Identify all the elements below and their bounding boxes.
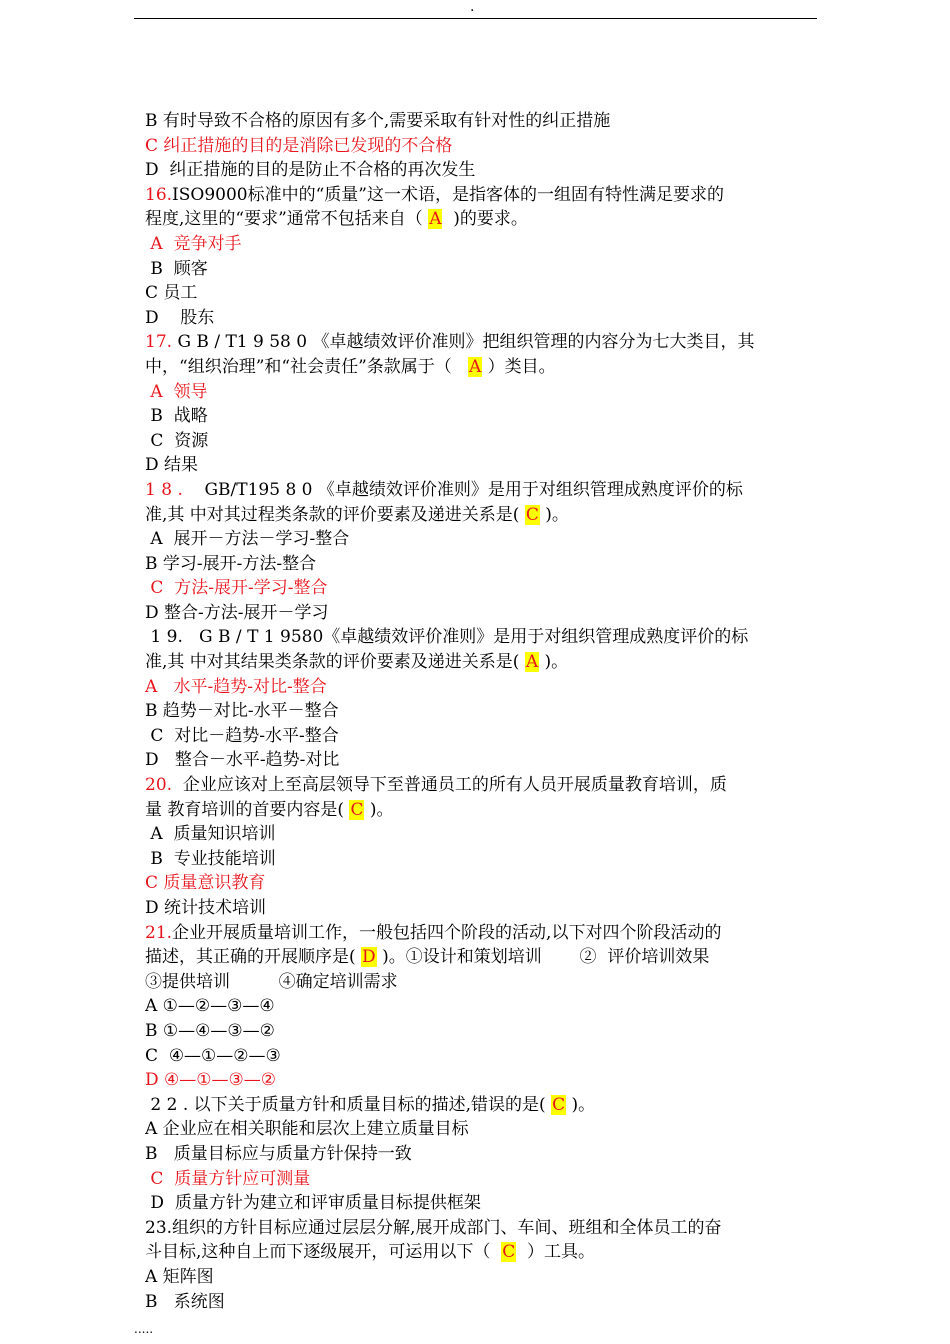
- line-text: A 水平-趋势-对比-整合: [145, 676, 327, 697]
- line-text: 量 教育培训的首要内容是(: [145, 799, 350, 820]
- text-line: [145, 699, 817, 724]
- line-text: B 专业技能培训: [145, 848, 276, 869]
- line-text: C 资源: [145, 430, 209, 451]
- line-text: 企业开展质量培训工作，一般包括四个阶段的活动,以下对四个阶段活动的: [172, 922, 722, 943]
- text-line: [145, 945, 817, 970]
- line-text: C 质量意识教育: [145, 873, 266, 894]
- text-line: [145, 183, 817, 208]
- line-text: C 质量方针应可测量: [145, 1168, 311, 1189]
- answer-highlight: C: [525, 504, 539, 525]
- line-text: B 质量目标应与质量方针保持一致: [145, 1143, 412, 1164]
- text-line: [145, 896, 817, 921]
- question-number: 20.: [145, 775, 173, 796]
- line-text: ③提供培训 ④确定培训需求: [145, 971, 398, 992]
- text-line: [145, 773, 817, 798]
- text-line: [145, 429, 817, 454]
- text-line: [145, 798, 817, 823]
- answer-highlight: D: [362, 947, 376, 968]
- line-text-tail: ）类目。: [482, 356, 556, 377]
- text-line: [145, 1068, 817, 1093]
- text-line: [145, 281, 817, 306]
- text-line: [145, 822, 817, 847]
- line-text: A 矩阵图: [145, 1266, 214, 1287]
- answer-highlight: A: [525, 652, 539, 673]
- line-text: D 统计技术培训: [145, 898, 267, 918]
- line-text: D 纠正措施的目的是防止不合格的再次发生: [145, 160, 476, 181]
- text-line: [145, 207, 817, 232]
- line-text: 描述，其正确的开展顺序是(: [145, 947, 362, 968]
- question-number: 21.: [145, 922, 173, 943]
- answer-highlight: C: [350, 799, 364, 820]
- line-text: D 整合-方法-展开－学习: [145, 602, 329, 623]
- line-text: 23.组织的方针目标应通过层层分解,展开成部门、车间、班组和全体员工的奋: [145, 1217, 722, 1238]
- answer-highlight: A: [429, 209, 442, 230]
- line-text: 1 9. G B / T 1 9580《卓越绩效评价准则》是用于对组织管理成熟度评价的标: [145, 627, 749, 648]
- footer-dots: .....: [134, 1322, 154, 1336]
- text-line: [145, 970, 817, 995]
- line-text-tail: )。: [364, 799, 394, 820]
- text-line: [145, 601, 817, 626]
- line-text-tail: )。: [539, 652, 569, 673]
- line-text: 准,其 中对其结果类条款的评价要素及递进关系是(: [145, 652, 525, 673]
- answer-highlight: A: [468, 356, 482, 377]
- line-text: A 企业应在相关职能和层次上建立质量目标: [145, 1119, 469, 1140]
- text-line: [145, 1265, 817, 1290]
- line-text-tail: )。: [566, 1094, 596, 1115]
- line-text: 2 2 . 以下关于质量方针和质量目标的描述,错误的是(: [145, 1094, 552, 1115]
- text-line: [145, 748, 817, 773]
- text-line: [145, 1167, 817, 1192]
- line-text-tail: ）工具。: [516, 1242, 596, 1263]
- text-line: [145, 552, 817, 577]
- text-line: [145, 847, 817, 872]
- header-rule: [134, 18, 817, 19]
- line-text: B 有时导致不合格的原因有多个,需要采取有针对性的纠正措施: [145, 111, 611, 131]
- line-text-tail: )的要求。: [442, 209, 528, 230]
- text-line: [145, 994, 817, 1019]
- question-number: 1 8 .: [145, 479, 183, 500]
- text-line: [145, 404, 817, 429]
- line-text: B 战略: [145, 406, 208, 427]
- line-text: D 整合－水平-趋势-对比: [145, 750, 340, 771]
- question-number: 17.: [145, 332, 173, 353]
- text-line: [145, 1290, 817, 1315]
- text-line: [145, 306, 817, 331]
- line-text: D ④—①—③—②: [145, 1070, 276, 1091]
- answer-highlight: C: [552, 1094, 566, 1115]
- text-line: [145, 158, 817, 183]
- text-line: [145, 675, 817, 700]
- line-text: 程度,这里的“要求”通常不包括来自（: [145, 209, 429, 230]
- text-line: [145, 625, 817, 650]
- text-line: [145, 257, 817, 282]
- text-line: [145, 921, 817, 946]
- line-text: B 系统图: [145, 1291, 225, 1312]
- line-text-tail: )。①设计和策划培训 ② 评价培训效果: [376, 947, 710, 968]
- text-line: [145, 1019, 817, 1044]
- question-number: 16.: [145, 184, 173, 205]
- line-text: D 质量方针为建立和评审质量目标提供框架: [145, 1193, 481, 1214]
- line-text: D 股东: [145, 307, 215, 328]
- line-text: B 趋势－对比-水平－整合: [145, 701, 339, 722]
- line-text: 企业应该对上至高层领导下至普通员工的所有人员开展质量教育培训，质: [172, 775, 727, 796]
- text-line: [145, 1216, 817, 1241]
- text-line: [145, 1044, 817, 1069]
- line-text: B ①—④—③—②: [145, 1020, 275, 1041]
- text-line: [145, 232, 817, 257]
- text-line: [145, 576, 817, 601]
- line-text: D 结果: [145, 455, 199, 476]
- line-text-tail: )。: [539, 504, 569, 525]
- text-line: [145, 478, 817, 503]
- text-line: [145, 724, 817, 749]
- line-text: B 顾客: [145, 258, 208, 279]
- text-line: [145, 871, 817, 896]
- line-text: A 展开－方法－学习-整合: [145, 529, 350, 550]
- text-line: [145, 109, 817, 134]
- line-text: A 领导: [145, 381, 208, 402]
- line-text: 中，“组织治理”和“社会责任”条款属于（: [145, 356, 468, 377]
- line-text: A 质量知识培训: [145, 824, 276, 845]
- text-line: [145, 650, 817, 675]
- line-text: 斗目标,这种自上而下逐级展开，可运用以下（: [145, 1242, 502, 1263]
- line-text: ISO9000标准中的“质量”这一术语，是指客体的一组固有特性满足要求的: [172, 184, 724, 205]
- line-text: C 方法-展开-学习-整合: [145, 578, 328, 599]
- line-text: 准,其 中对其过程类条款的评价要素及递进关系是(: [145, 504, 525, 525]
- line-text: C 对比－趋势-水平-整合: [145, 725, 339, 746]
- line-text: A ①—②—③—④: [145, 996, 275, 1017]
- line-text: C 纠正措施的目的是消除已发现的不合格: [145, 135, 453, 156]
- line-text: C ④—①—②—③: [145, 1045, 281, 1066]
- text-line: [145, 1240, 817, 1265]
- text-line: [145, 1093, 817, 1118]
- document-body: [145, 109, 817, 1314]
- line-text: A 竞争对手: [145, 233, 242, 254]
- line-text: B 学习-展开-方法-整合: [145, 553, 317, 574]
- line-text: C 员工: [145, 283, 198, 304]
- line-text: GB/T195 8 0 《卓越绩效评价准则》是用于对组织管理成熟度评价的标: [182, 479, 743, 500]
- text-line: [145, 453, 817, 478]
- text-line: [145, 1191, 817, 1216]
- text-line: [145, 134, 817, 159]
- text-line: [145, 1142, 817, 1167]
- header-dot: .: [470, 0, 475, 15]
- text-line: [145, 503, 817, 528]
- text-line: [145, 380, 817, 405]
- text-line: [145, 527, 817, 552]
- text-line: [145, 1117, 817, 1142]
- answer-highlight: C: [502, 1242, 516, 1263]
- text-line: [145, 355, 817, 380]
- text-line: [145, 330, 817, 355]
- line-text: G B / T1 9 58 0 《卓越绩效评价准则》把组织管理的内容分为七大类目，其: [172, 332, 755, 353]
